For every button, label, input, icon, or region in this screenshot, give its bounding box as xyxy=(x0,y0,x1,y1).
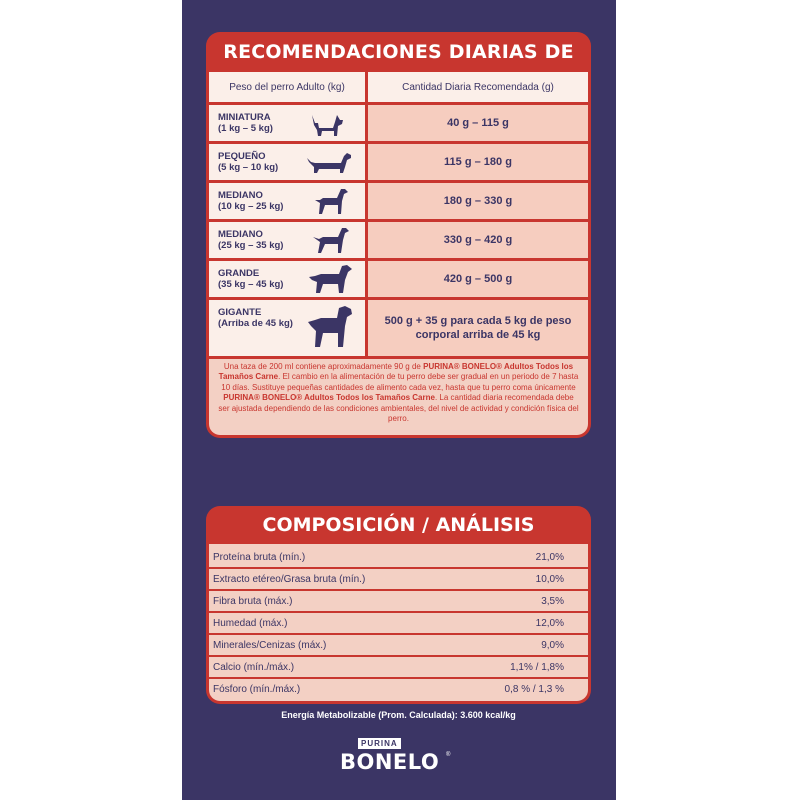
medium-dog-icon xyxy=(311,225,351,255)
table-row xyxy=(209,105,365,141)
size-name: MEDIANO xyxy=(218,190,263,201)
table-row xyxy=(209,547,588,567)
nutrient-value: 1,1% / 1,8% xyxy=(510,662,564,673)
size-label xyxy=(218,229,283,251)
nutrient-value: 9,0% xyxy=(541,640,564,651)
small-dog-icon xyxy=(309,111,345,137)
size-range: (35 kg – 45 kg) xyxy=(218,279,284,290)
brand-logo xyxy=(340,738,460,778)
table-row xyxy=(209,613,588,633)
nutrient-value: 12,0% xyxy=(535,618,564,629)
composition-card xyxy=(206,506,591,704)
nutrient-name: Proteína bruta (mín.) xyxy=(213,552,306,563)
giant-dog-icon xyxy=(305,304,355,350)
brand-name: BONELO xyxy=(340,750,440,774)
table-row xyxy=(209,635,588,655)
size-range: (1 kg – 5 kg) xyxy=(218,123,273,134)
size-range: (Arriba de 45 kg) xyxy=(218,318,293,329)
size-range: (25 kg – 35 kg) xyxy=(218,240,284,251)
size-name: GIGANTE xyxy=(218,307,262,318)
amount-column-header: Cantidad Diaria Recomendada (g) xyxy=(402,81,554,93)
medium-dog-icon xyxy=(313,186,349,216)
composition-title: COMPOSICIÓN / ANÁLISIS xyxy=(262,514,535,536)
amount-cell: 180 g – 330 g xyxy=(368,183,588,219)
size-range: (10 kg – 25 kg) xyxy=(218,201,284,212)
nutrient-value: 10,0% xyxy=(535,574,564,585)
amount-cell: 40 g – 115 g xyxy=(368,105,588,141)
table-row xyxy=(209,569,588,589)
nutrient-value: 0,8 % / 1,3 % xyxy=(504,684,564,695)
table-row xyxy=(209,657,588,677)
table-row xyxy=(209,222,365,258)
table-row xyxy=(209,300,365,356)
table-row xyxy=(209,591,588,611)
purina-mark: PURINA xyxy=(358,738,401,749)
nutrient-name: Fibra bruta (máx.) xyxy=(213,596,293,607)
registered-mark: ® xyxy=(446,752,451,758)
feeding-card xyxy=(206,32,591,438)
energy-line: Energía Metabolizable (Prom. Calculada): 3.600 kcal/kg xyxy=(281,710,516,720)
size-name: MEDIANO xyxy=(218,229,263,240)
amount-cell: 500 g + 35 g para cada 5 kg de peso corporal arriba de 45 kg xyxy=(368,300,588,356)
size-label xyxy=(218,190,283,212)
size-label xyxy=(218,151,278,173)
table-row xyxy=(209,261,365,297)
size-name: MINIATURA xyxy=(218,112,271,123)
note-product-name: PURINA® BONELO® Adultos Todos los Tamaños Carne xyxy=(223,393,435,403)
note-text: . El cambio en la alimentación de tu perro debe ser gradual en un periodo de 7 hasta 10 días. Sustituye pequeñas cantidades de alimento cada vez, hasta que tu perro coma únicamente xyxy=(221,372,579,392)
feeding-table xyxy=(209,72,588,435)
amount-cell: 330 g – 420 g xyxy=(368,222,588,258)
feeding-title: RECOMENDACIONES DIARIAS DE xyxy=(223,41,574,63)
note-text: . La cantidad diaria recomendada debe ser ajustada dependiendo de las condiciones ambientales, del nivel de actividad y condición física del perro. xyxy=(218,393,579,424)
size-name: GRANDE xyxy=(218,268,260,279)
amount-cell: 420 g – 500 g xyxy=(368,261,588,297)
nutrient-value: 3,5% xyxy=(541,596,564,607)
nutrient-name: Fósforo (mín./máx.) xyxy=(213,684,301,695)
nutrient-name: Extracto etéreo/Grasa bruta (mín.) xyxy=(213,574,366,585)
amount-cell: 115 g – 180 g xyxy=(368,144,588,180)
size-name: PEQUEÑO xyxy=(218,151,266,162)
nutrient-name: Humedad (máx.) xyxy=(213,618,288,629)
nutrient-value: 21,0% xyxy=(535,552,564,563)
nutrient-name: Minerales/Cenizas (máx.) xyxy=(213,640,327,651)
weight-column-header: Peso del perro Adulto (kg) xyxy=(229,81,345,93)
composition-table xyxy=(209,544,588,701)
note-text: Una taza de 200 ml contiene aproximadamente 90 g de xyxy=(223,362,424,371)
table-row xyxy=(209,183,365,219)
feeding-note xyxy=(217,362,580,424)
row-separator xyxy=(209,356,588,359)
size-label xyxy=(218,307,293,329)
table-header xyxy=(209,72,588,102)
note-product-name: PURINA® BONELO® Adultos Todos los Tamaños Carne xyxy=(218,362,574,382)
large-dog-icon xyxy=(307,263,355,295)
nutrient-name: Calcio (mín./máx.) xyxy=(213,662,295,673)
size-range: (5 kg – 10 kg) xyxy=(218,162,279,173)
size-label xyxy=(218,268,283,290)
table-row xyxy=(209,679,588,699)
table-row xyxy=(209,144,365,180)
dachshund-icon xyxy=(305,150,353,176)
size-label xyxy=(218,112,273,134)
